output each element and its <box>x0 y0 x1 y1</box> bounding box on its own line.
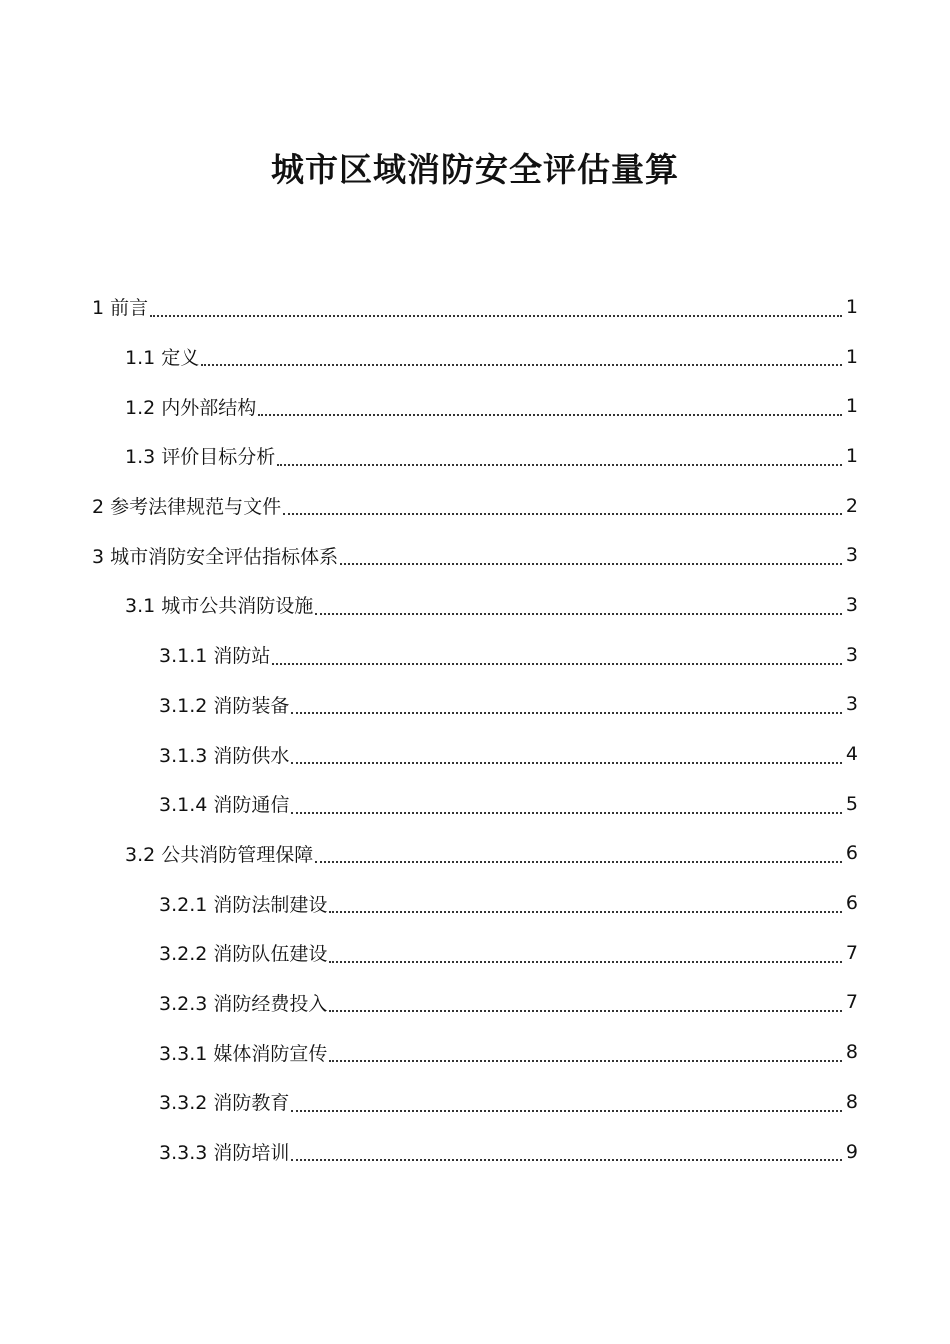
toc-entry[interactable] <box>0 878 950 928</box>
toc-entry[interactable] <box>0 332 950 382</box>
toc-dot-leader <box>291 1159 842 1161</box>
toc-entry-label: 3.2.2 消防队伍建设 <box>159 943 328 966</box>
toc-entry[interactable] <box>0 1027 950 1077</box>
toc-entry-page: 3 <box>845 693 858 716</box>
toc-entry-page: 6 <box>845 892 858 915</box>
toc-entry-label: 1.3 评价目标分析 <box>125 446 276 469</box>
toc-dot-leader <box>340 563 842 565</box>
toc-entry-page: 4 <box>845 743 858 766</box>
toc-dot-leader <box>291 762 842 764</box>
toc-dot-leader <box>258 414 842 416</box>
toc-dot-leader <box>329 911 842 913</box>
toc-entry-page: 2 <box>845 494 858 517</box>
toc-entry-label: 3.2.3 消防经费投入 <box>159 992 328 1015</box>
toc-entry-label: 1 前言 <box>92 297 149 320</box>
toc-entry-page: 7 <box>845 991 858 1014</box>
toc-entry-page: 7 <box>845 941 858 964</box>
toc-entry-label: 3.2.1 消防法制建设 <box>159 893 328 916</box>
toc-entry-label: 3.1 城市公共消防设施 <box>125 595 314 618</box>
toc-entry[interactable] <box>0 630 950 680</box>
toc-dot-leader <box>291 712 842 714</box>
toc-entry-page: 1 <box>845 444 858 467</box>
toc-entry[interactable] <box>0 779 950 829</box>
toc-dot-leader <box>291 812 842 814</box>
toc-dot-leader <box>315 613 842 615</box>
toc-entry[interactable] <box>0 282 950 332</box>
toc-dot-leader <box>277 464 842 466</box>
toc-entry-page: 8 <box>845 1041 858 1064</box>
toc-entry[interactable] <box>0 680 950 730</box>
toc-dot-leader <box>329 961 842 963</box>
toc-entry-page: 5 <box>845 792 858 815</box>
toc-entry-page: 8 <box>845 1090 858 1113</box>
toc-entry-page: 1 <box>845 295 858 318</box>
toc-entry-label: 1.2 内外部结构 <box>125 396 257 419</box>
toc-entry[interactable] <box>0 481 950 531</box>
toc-entry-label: 3.3.3 消防培训 <box>159 1142 290 1165</box>
toc-entry[interactable] <box>0 928 950 978</box>
toc-dot-leader <box>291 1110 842 1112</box>
toc-entry-page: 1 <box>845 395 858 418</box>
toc-dot-leader <box>201 364 842 366</box>
page-title: 城市区域消防安全评估量算 <box>271 150 679 190</box>
toc-dot-leader <box>283 513 842 515</box>
toc-dot-leader <box>329 1060 842 1062</box>
toc-dot-leader <box>315 861 842 863</box>
toc-entry[interactable] <box>0 1127 950 1177</box>
toc-entry-page: 3 <box>845 643 858 666</box>
toc-entry-page: 1 <box>845 345 858 368</box>
toc-dot-leader <box>272 663 842 665</box>
toc-entry-label: 3.3.2 消防教育 <box>159 1092 290 1115</box>
toc-entry-label: 3 城市消防安全评估指标体系 <box>92 545 339 568</box>
toc-entry[interactable] <box>0 978 950 1028</box>
toc-entry-page: 3 <box>845 544 858 567</box>
toc-entry-label: 2 参考法律规范与文件 <box>92 496 282 519</box>
table-of-contents <box>0 282 950 1176</box>
toc-entry-label: 3.1.4 消防通信 <box>159 794 290 817</box>
toc-entry-page: 9 <box>845 1140 858 1163</box>
toc-entry[interactable] <box>0 580 950 630</box>
toc-entry[interactable] <box>0 1077 950 1127</box>
toc-entry-page: 6 <box>845 842 858 865</box>
toc-entry-label: 1.1 定义 <box>125 347 200 370</box>
toc-entry[interactable] <box>0 829 950 879</box>
toc-entry-label: 3.2 公共消防管理保障 <box>125 843 314 866</box>
toc-dot-leader <box>329 1010 842 1012</box>
toc-entry[interactable] <box>0 530 950 580</box>
toc-entry[interactable] <box>0 729 950 779</box>
toc-entry[interactable] <box>0 431 950 481</box>
toc-entry-label: 3.3.1 媒体消防宣传 <box>159 1042 328 1065</box>
toc-entry-label: 3.1.1 消防站 <box>159 645 271 668</box>
toc-entry-page: 3 <box>845 593 858 616</box>
toc-entry[interactable] <box>0 381 950 431</box>
toc-dot-leader <box>150 315 842 317</box>
toc-entry-label: 3.1.3 消防供水 <box>159 744 290 767</box>
toc-entry-label: 3.1.2 消防装备 <box>159 694 290 717</box>
